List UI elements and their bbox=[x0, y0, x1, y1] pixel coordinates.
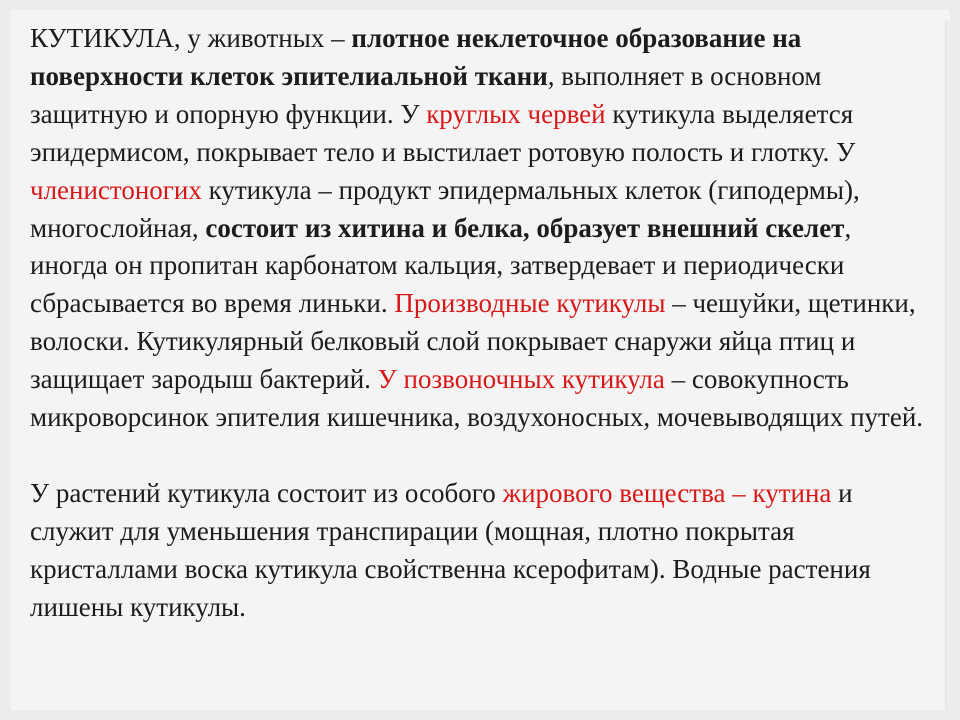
paragraph-animal-cuticle bbox=[30, 20, 935, 437]
exoskeleton-bold-text: состоит из хитина и белка, образует внешний скелет bbox=[205, 212, 845, 243]
text-segment: , выполняет в основном защитную и опорную функции. У bbox=[30, 60, 822, 129]
text-segment: , иногда он пропитан карбонатом кальция, затвердевает и периодически сбрасывается во время линьки. bbox=[30, 212, 852, 319]
text-segment: – чешуйки, щетинки, волоски. Кутикулярный белковый слой покрывает снаружи яйца птиц и защищает зародыш бактерий. bbox=[30, 288, 916, 395]
slide-edge-shadow bbox=[945, 20, 951, 710]
text-segment: КУТИКУЛА, у животных – bbox=[30, 23, 352, 53]
paragraph-plant-cuticle bbox=[30, 475, 935, 627]
highlight-arthropods: членистоногих bbox=[30, 174, 202, 205]
text-segment: – совокупность микроворсинок эпителия кишечника, воздухоносных, мочевыводящих путей. bbox=[30, 364, 924, 433]
highlight-roundworms: круглых червей bbox=[426, 98, 606, 129]
text-segment: У растений кутикула состоит из особого bbox=[30, 477, 503, 508]
text-segment: кутикула – продукт эпидермальных клеток (гиподермы), многослойная, bbox=[30, 174, 860, 243]
highlight-cutin: жирового вещества – кутина bbox=[502, 477, 832, 508]
slide-text-body bbox=[30, 20, 935, 627]
definition-bold-text: плотное неклеточное образование на поверхности клеток эпителиальной ткани bbox=[30, 23, 802, 91]
text-segment: кутикула выделяется эпидермисом, покрывает тело и выстилает ротовую полость и глотку. У bbox=[30, 98, 856, 167]
highlight-cuticle-derivatives: Производные кутикулы bbox=[394, 288, 666, 319]
highlight-vertebrates: У позвоночных кутикула bbox=[377, 364, 665, 395]
text-segment: и служит для уменьшения транспирации (мощная, плотно покрытая кристаллами воска кутикула свойственна ксерофитам). Водные растения лишены кутикулы. bbox=[30, 477, 871, 622]
